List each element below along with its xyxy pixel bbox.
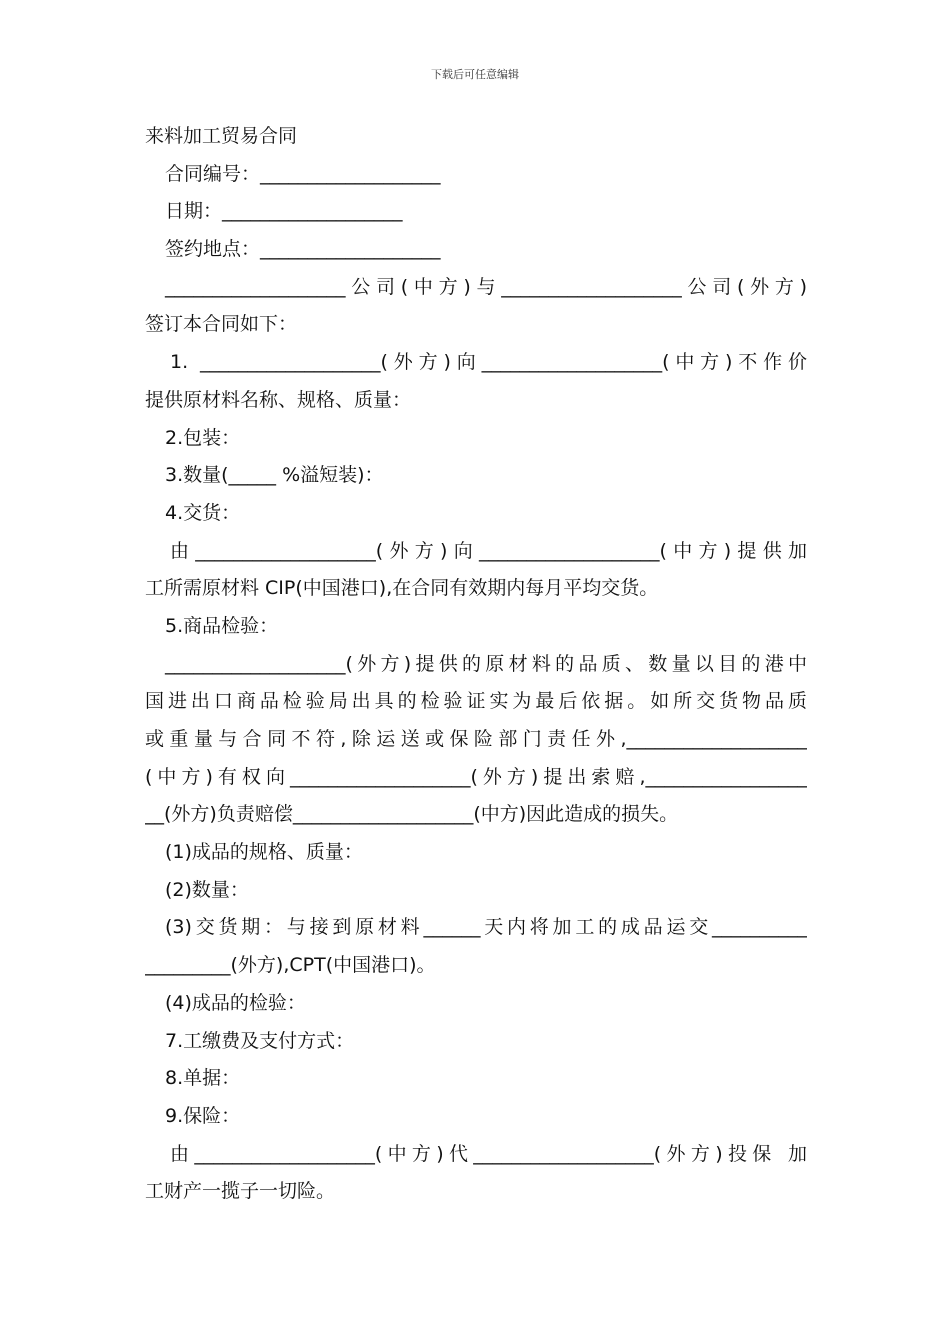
paragraph-line: (中方)有权向___________________(外方)提出索赔,_________________ bbox=[145, 765, 807, 788]
signing-place-field: 签约地点：___________________ bbox=[165, 238, 441, 261]
clause-7-heading: 7.工缴费及支付方式： bbox=[165, 1029, 355, 1052]
page-header-note: 下载后可任意编辑 bbox=[431, 68, 519, 81]
clause-5-heading: 5.商品检验： bbox=[165, 614, 279, 637]
date-field: 日期：___________________ bbox=[165, 200, 403, 223]
clause-1-line: 1. ___________________(外方)向___________________(中方)不作价 bbox=[170, 351, 807, 374]
clause-2-heading: 2.包装： bbox=[165, 426, 241, 449]
paragraph-line: 签订本合同如下： bbox=[145, 313, 298, 336]
clause-8-heading: 8.单据： bbox=[165, 1067, 241, 1090]
sub-clause-2: (2)数量： bbox=[165, 878, 249, 901]
sub-clause-3: (3)交货期：与接到原材料______天内将加工的成品运交__________ bbox=[165, 916, 807, 939]
paragraph-line: 提供原材料名称、规格、质量： bbox=[145, 388, 412, 411]
contract-title: 来料加工贸易合同 bbox=[145, 125, 298, 147]
clause-3-heading: 3.数量(_____ %溢短装)： bbox=[165, 464, 384, 487]
contract-number-field: 合同编号：___________________ bbox=[165, 162, 441, 185]
paragraph-line: 工所需原材料 CIP(中国港口),在合同有效期内每月平均交货。 bbox=[145, 577, 659, 600]
clause-9-heading: 9.保险： bbox=[165, 1104, 241, 1127]
paragraph-line: ___________________(外方)提供的原材料的品质、数量以目的港中 bbox=[165, 652, 807, 675]
sub-clause-1: (1)成品的规格、质量： bbox=[165, 841, 363, 864]
sub-clause-4: (4)成品的检验： bbox=[165, 991, 306, 1014]
paragraph-line: 工财产一揽子一切险。 bbox=[145, 1180, 336, 1203]
paragraph-line: 或重量与合同不符,除运送或保险部门责任外,___________________ bbox=[145, 728, 807, 750]
contract-document bbox=[145, 118, 807, 1211]
paragraph-line: _________(外方),CPT(中国港口)。 bbox=[145, 954, 436, 977]
paragraph-line: 由___________________(外方)向___________________(中方)提供加 bbox=[170, 539, 807, 562]
paragraph-line: 由___________________(中方)代___________________(外方)投保 加 bbox=[170, 1142, 807, 1165]
paragraph-line: 国进出口商品检验局出具的检验证实为最后依据。如所交货物品质 bbox=[145, 690, 807, 713]
paragraph-line: __(外方)负责赔偿___________________(中方)因此造成的损失。 bbox=[145, 803, 679, 826]
clause-4-heading: 4.交货： bbox=[165, 501, 241, 524]
parties-line: ___________________公司(中方)与___________________公司(外方) bbox=[165, 275, 807, 298]
